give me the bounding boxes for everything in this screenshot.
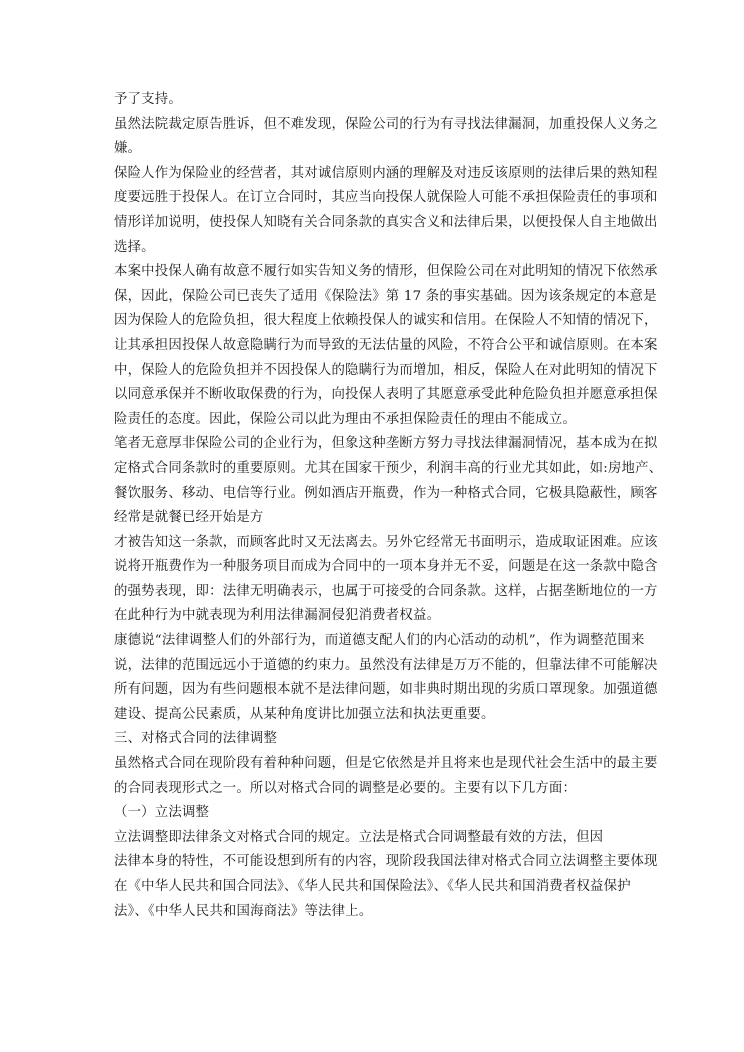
text-line: 定格式合同条款时的重要原则。尤其在国家干预少，利润丰高的行业尤其如此，如:房地产、 <box>114 460 663 476</box>
text-line: 予了支持。 <box>114 92 182 107</box>
document-page <box>114 88 663 924</box>
text-line: 立法调整即法律条文对格式合同的规定。立法是格式合同调整最有效的方法，但因 <box>114 829 604 845</box>
text-line: 的合同表现形式之一。所以对格式合同的调整是必要的。主要有以下几方面： <box>114 780 577 796</box>
section-heading <box>114 727 634 752</box>
text-line: 以同意承保并不断收取保费的行为，向投保人表明了其愿意承受此种危险负担并愿意承担保 <box>114 387 658 403</box>
text-line: 让其承担因投保人故意隐瞒行为而导致的无法估量的风险，不符合公平和诚信原则。在本案 <box>114 337 658 353</box>
text-line: 度要远胜于投保人。在订立合同时，其应当向投保人就保险人可能不承担保险责任的事项和 <box>114 190 658 206</box>
text-line: 餐饮服务、移动、电信等行业。例如酒店开瓶费，作为一种格式合同，它极具隐蔽性，顾客 <box>114 485 658 501</box>
subsection-heading <box>114 801 634 826</box>
text-line: 建设、提高公民素质，从某种角度讲比加强立法和执法更重要。 <box>114 706 495 722</box>
heading-line: （一）立法调整 <box>114 805 210 821</box>
text-line: 险责任的态度。因此，保险公司以此为理由不承担保险责任的理由不能成立。 <box>114 411 577 427</box>
heading-line: 三、对格式合同的法律调整 <box>114 731 278 747</box>
text-line: 保险人作为保险业的经营者，其对诚信原则内涵的理解及对违反该原则的法律后果的熟知程 <box>114 165 658 181</box>
paragraph-insurer-duty <box>114 162 658 260</box>
text-line: 法》、《中华人民共和国海商法》等法律上。 <box>114 903 373 919</box>
paragraph-corkage-fee <box>114 531 658 629</box>
text-line: 笔者无意厚非保险公司的企业行为，但象这种垄断方努力寻找法律漏洞情况，基本成为在拟 <box>114 436 658 452</box>
text-line: 康德说“法律调整人们的外部行为，而道德支配人们的内心活动的动机”，作为调整范围来 <box>114 633 645 649</box>
paragraph-continuation <box>114 88 634 113</box>
paragraph-kant-quote <box>114 629 658 727</box>
text-line: 说将开瓶费作为一种服务项目而成为合同中的一项本身并无不妥，问题是在这一条款中隐含 <box>114 559 658 575</box>
text-line: 保，因此，保险公司已丧失了适用《保险法》第 17 条的事实基础。因为该条规定的本意是 <box>114 288 657 304</box>
paragraph-laws-list <box>114 850 658 924</box>
text-line: 所有问题，因为有些问题根本就不是法律问题，如非典时期出现的劣质口罩现象。加强道德 <box>114 682 658 698</box>
text-line: 说，法律的范围远远小于道德的约束力。虽然没有法律是万万不能的，但靠法律不可能解决 <box>114 657 658 673</box>
paragraph-adjustment-intro <box>114 752 658 801</box>
text-line: 在此种行为中就表现为利用法律漏洞侵犯消费者权益。 <box>114 608 441 624</box>
text-line: 选择。 <box>114 239 155 255</box>
paragraph-monopoly-behavior <box>114 432 663 530</box>
text-line: 才被告知这一条款，而顾客此时又无法离去。另外它经常无书面明示，造成取证困难。应该 <box>114 534 658 550</box>
text-line: 的强势表现，即：法律无明确表示，也属于可接受的合同条款。这样，占据垄断地位的一方 <box>114 583 658 599</box>
paragraph-legislative-def <box>114 826 634 851</box>
text-line: 虽然法院裁定原告胜诉，但不难发现，保险公司的行为有寻找法律漏洞，加重投保人义务之 <box>114 116 658 132</box>
text-line: 嫌。 <box>114 141 142 157</box>
text-line: 因为保险人的危险负担，很大程度上依赖投保人的诚实和信用。在保险人不知情的情况下， <box>114 313 658 329</box>
text-line: 法律本身的特性，不可能设想到所有的内容，现阶段我国法律对格式合同立法调整主要体现 <box>114 854 658 870</box>
text-line: 情形详加说明，使投保人知晓有关合同条款的真实含义和法律后果，以便投保人自主地做出 <box>114 214 658 230</box>
text-line: 中，保险人的危险负担并不因投保人的隐瞒行为而增加，相反，保险人在对此明知的情况下 <box>114 362 658 378</box>
text-line: 经常是就餐已经开始是方 <box>114 510 264 526</box>
text-line: 本案中投保人确有故意不履行如实告知义务的情形，但保险公司在对此明知的情况下依然承 <box>114 264 658 280</box>
text-line: 虽然格式合同在现阶段有着种种问题，但是它依然是并且将来也是现代社会生活中的最主要 <box>114 756 658 772</box>
paragraph-court-ruling <box>114 113 658 162</box>
paragraph-case-analysis <box>114 260 658 432</box>
text-line: 在《中华人民共和国合同法》、《华人民共和国保险法》、《华人民共和国消费者权益保护 <box>114 879 631 894</box>
